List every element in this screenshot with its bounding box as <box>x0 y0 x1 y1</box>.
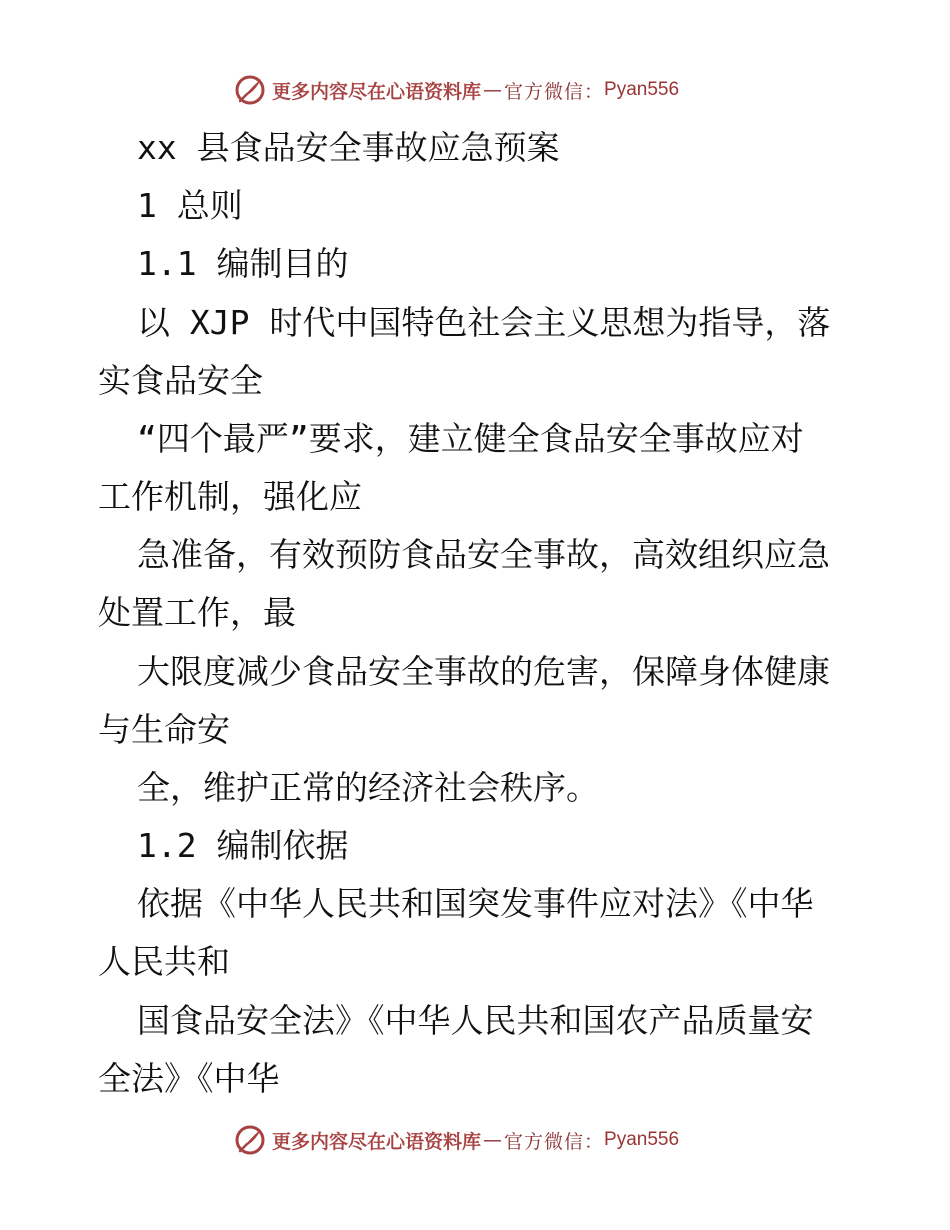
paragraph-line: 大限度减少食品安全事故的危害，保障身体健康 <box>137 652 830 691</box>
section-heading: 1 总则 <box>137 186 243 225</box>
watermark-dash: — <box>483 79 503 101</box>
footer-watermark <box>234 1123 679 1157</box>
watermark-main-text: 更多内容尽在心语资料库 <box>272 80 482 103</box>
watermark-wechat-label: 官方微信： <box>504 1130 605 1153</box>
paragraph-line: 人民共和 <box>98 942 230 981</box>
paragraph-line: 处置工作，最 <box>98 593 296 632</box>
paragraph-line: 全，维护正常的经济社会秩序。 <box>137 768 599 807</box>
document-title: xx 县食品安全事故应急预案 <box>137 128 560 167</box>
feather-logo-icon <box>234 1124 266 1156</box>
header-watermark <box>234 73 679 107</box>
watermark-wechat-id: Pyan556 <box>604 1129 680 1150</box>
subsection-heading: 1.2 编制依据 <box>137 826 349 865</box>
paragraph-line: 与生命安 <box>98 710 230 749</box>
paragraph-line: 工作机制，强化应 <box>98 477 362 516</box>
paragraph-line: 以 XJP 时代中国特色社会主义思想为指导，落 <box>137 303 831 342</box>
feather-logo-icon <box>234 74 266 106</box>
watermark-wechat-id: Pyan556 <box>604 79 680 100</box>
paragraph-line: 急准备，有效预防食品安全事故，高效组织应急 <box>137 535 830 574</box>
paragraph-line: “四个最严”要求，建立健全食品安全事故应对 <box>137 419 804 458</box>
watermark-wechat-label: 官方微信： <box>504 80 605 103</box>
subsection-heading: 1.1 编制目的 <box>137 244 349 283</box>
watermark-dash: — <box>483 1129 503 1151</box>
watermark-main-text: 更多内容尽在心语资料库 <box>272 1130 482 1153</box>
paragraph-line: 实食品安全 <box>98 361 263 400</box>
paragraph-line: 全法》《中华 <box>98 1059 280 1098</box>
paragraph-line: 国食品安全法》《中华人民共和国农产品质量安 <box>137 1001 814 1040</box>
paragraph-line: 依据《中华人民共和国突发事件应对法》《中华 <box>137 884 814 923</box>
